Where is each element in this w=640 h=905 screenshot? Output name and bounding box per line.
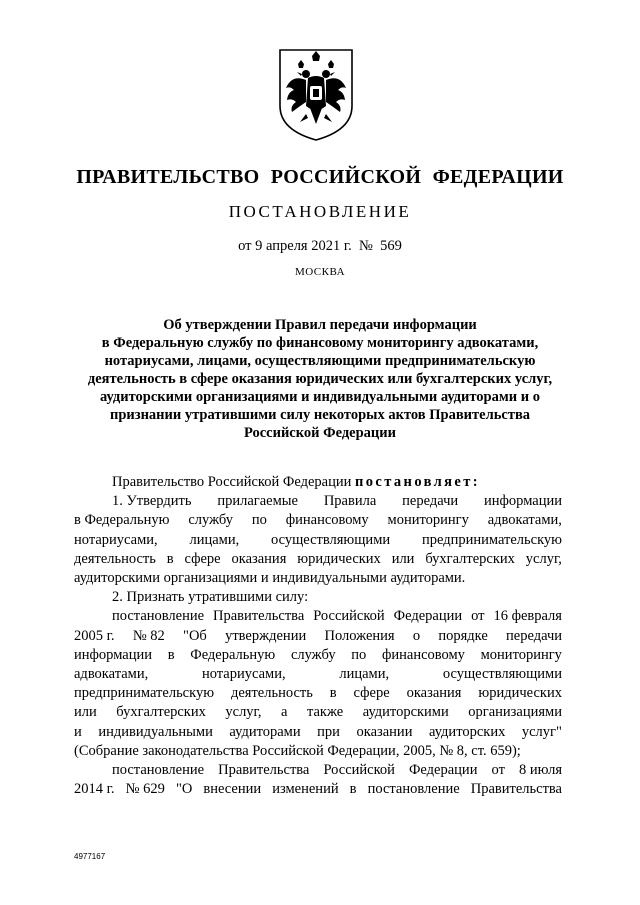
- word: в Федеральную: [74, 512, 170, 529]
- word: информации: [74, 646, 152, 663]
- word: постановление: [112, 608, 205, 625]
- word: осуществляющими: [271, 531, 391, 548]
- word: 8 июля: [518, 762, 562, 779]
- word: мониторингу: [387, 512, 469, 529]
- word: 1. Утвердить: [112, 493, 192, 510]
- word: аудиторами: [229, 723, 301, 740]
- word: или: [391, 550, 415, 567]
- word: по: [351, 646, 367, 663]
- word: при: [317, 723, 340, 740]
- word: или: [74, 704, 97, 721]
- word: Правила: [323, 493, 377, 510]
- word: аудиторских: [429, 723, 506, 740]
- word: предпринимательскую: [421, 531, 562, 548]
- number-sign: №: [359, 238, 373, 254]
- text-line: [74, 665, 562, 684]
- word: мониторингу: [480, 646, 562, 663]
- word: "О: [175, 781, 193, 798]
- word: деятельность: [230, 685, 313, 702]
- city: МОСКВА: [294, 266, 346, 278]
- text-line: [74, 646, 562, 665]
- word: Правительства: [213, 608, 305, 625]
- word: по: [251, 512, 267, 529]
- text-line: [74, 761, 562, 780]
- word: бухгалтерских: [425, 550, 515, 567]
- text-line: [74, 511, 562, 530]
- word: Федеральную: [190, 646, 276, 663]
- word: в: [166, 550, 174, 567]
- word: юридических: [478, 685, 562, 702]
- subject-line: Российской Федерации: [243, 425, 396, 441]
- word: Федерации: [408, 762, 478, 779]
- text-line: [74, 627, 562, 646]
- word: Российской: [323, 762, 395, 779]
- decree-date-number: [0, 238, 640, 255]
- word: нотариусами,: [201, 666, 286, 683]
- word: "Об: [183, 627, 207, 644]
- decree-body: [74, 473, 562, 799]
- word: Положения: [324, 627, 395, 644]
- word: также: [306, 704, 344, 721]
- word: осуществляющими: [442, 666, 562, 683]
- word: постановление: [112, 762, 205, 779]
- word: 2005 г.: [74, 627, 115, 644]
- text-line: [74, 492, 562, 511]
- word: нотариусами,: [74, 531, 158, 548]
- word: финансовому: [381, 646, 465, 663]
- decree-subject: [0, 316, 640, 442]
- word: аудиторскими: [362, 704, 449, 721]
- word: лицами,: [189, 531, 240, 548]
- word: оказания: [406, 685, 462, 702]
- word: службу: [188, 512, 233, 529]
- word: службу: [290, 646, 336, 663]
- subject-line: признании утратившими силу некоторых актов Правительства: [109, 407, 531, 423]
- word: Правительства: [218, 762, 310, 779]
- word: услуг": [521, 723, 562, 740]
- text-line: [74, 550, 562, 569]
- word: изменений: [272, 781, 339, 798]
- word: информации: [484, 493, 562, 510]
- word: порядке: [438, 627, 488, 644]
- word: постановление: [367, 781, 460, 798]
- word: в: [349, 781, 357, 798]
- paragraph-1: [74, 492, 562, 588]
- text-line: [74, 684, 562, 703]
- preamble-verb: постановляет:: [354, 474, 481, 490]
- word: № 629: [125, 781, 165, 798]
- word: сфере: [184, 550, 221, 567]
- coat-of-arms-emblem: [272, 44, 360, 144]
- word: адвокатами,: [74, 666, 149, 683]
- word: прилагаемые: [217, 493, 298, 510]
- subject-line: аудиторскими организациями и индивидуальными аудиторами и о: [100, 389, 540, 405]
- text-line: [74, 703, 562, 722]
- word: услуг,: [525, 550, 562, 567]
- subject-line: Об утверждении Правил передачи информации: [163, 317, 477, 333]
- word: утверждении: [225, 627, 307, 644]
- document-type: ПОСТАНОВЛЕНИЕ: [228, 202, 412, 221]
- paragraph-4: [74, 761, 562, 799]
- word: в: [329, 685, 337, 702]
- word: Федерации: [393, 608, 463, 625]
- paragraph-3: [74, 607, 562, 761]
- word: а: [281, 704, 288, 721]
- word: в: [167, 646, 175, 663]
- word: внесении: [203, 781, 262, 798]
- subject-line: нотариусами, лицами, осуществляющими предпринимательскую: [104, 353, 536, 369]
- government-title: ПРАВИТЕЛЬСТВО РОССИЙСКОЙ ФЕДЕРАЦИИ: [76, 166, 564, 188]
- word: деятельность: [74, 550, 156, 567]
- decree-date: от 9 апреля 2021 г.: [238, 238, 352, 254]
- word: Правительства: [470, 781, 562, 798]
- word: 2014 г.: [74, 781, 115, 798]
- word: № 82: [132, 627, 165, 644]
- document-code: 4977167: [74, 852, 106, 861]
- word: о: [412, 627, 421, 644]
- text-line: [74, 723, 562, 742]
- word: адвокатами,: [487, 512, 562, 529]
- text-line: аудиторскими организациями и индивидуальными аудиторами.: [74, 570, 466, 587]
- preamble-text: Правительство Российской Федерации: [112, 474, 352, 490]
- word: Российской: [313, 608, 385, 625]
- preamble: [74, 473, 562, 492]
- word: передачи: [402, 493, 459, 510]
- word: и: [74, 723, 82, 740]
- word: финансовому: [285, 512, 369, 529]
- word: передачи: [506, 627, 562, 644]
- word: лицами,: [339, 666, 390, 683]
- paragraph-2: 2. Признать утратившими силу:: [112, 589, 309, 606]
- text-line: [74, 607, 562, 626]
- subject-line: деятельность в сфере оказания юридических или бухгалтерских услуг,: [87, 371, 553, 387]
- text-line: (Собрание законодательства Российской Федерации, 2005, № 8, ст. 659);: [74, 742, 521, 759]
- word: бухгалтерских: [116, 704, 206, 721]
- word: от: [471, 608, 485, 625]
- word: сфере: [353, 685, 390, 702]
- word: оказания: [231, 550, 287, 567]
- word: предпринимательскую: [74, 685, 215, 702]
- decree-number: 569: [380, 238, 402, 254]
- text-line: [74, 780, 562, 799]
- text-line: [74, 531, 562, 550]
- word: юридических: [297, 550, 381, 567]
- word: индивидуальными: [98, 723, 213, 740]
- word: организациями: [468, 704, 562, 721]
- word: от: [491, 762, 505, 779]
- word: оказании: [356, 723, 413, 740]
- subject-line: в Федеральную службу по финансовому мониторингу адвокатами,: [101, 335, 539, 351]
- word: услуг,: [225, 704, 262, 721]
- word: 16 февраля: [493, 608, 562, 625]
